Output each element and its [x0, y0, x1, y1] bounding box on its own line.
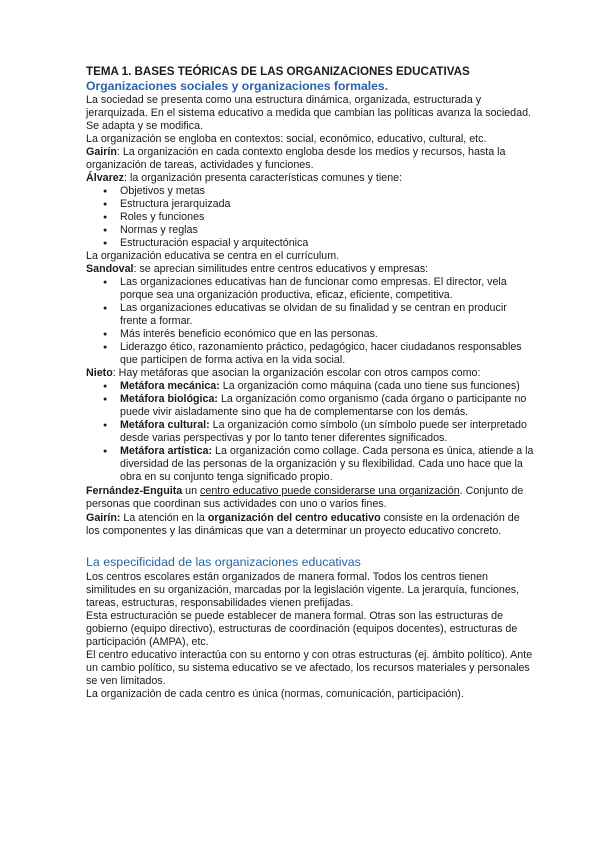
metaphor-text: La organización como collage. Cada persona es única, atiende a la diversidad de las personas de la organización y su flexibilidad. Cada uno hace que la obra en su conjunto tenga significado propio. — [120, 445, 534, 483]
sandoval-list — [86, 276, 536, 367]
list-item: ● Objetivos y metas — [86, 185, 536, 198]
metaphor-item — [86, 393, 536, 419]
section2-heading: La especificidad de las organizaciones educativas — [86, 555, 361, 569]
document-title: TEMA 1. BASES TEÓRICAS DE LAS ORGANIZACIONES EDUCATIVAS — [86, 65, 470, 78]
metaphor-item — [86, 419, 536, 445]
alvarez-paragraph — [86, 172, 536, 185]
section2-paragraph-4: La organización de cada centro es única (normas, comunicación, participación). — [86, 688, 464, 700]
metaphor-list — [86, 380, 536, 484]
gairin-paragraph-1 — [86, 146, 536, 172]
section1-paragraph-1: La sociedad se presenta como una estructura dinámica, organizada, estructurada y jerarquizada. En el sistema educativo a medida que cambian las políticas avanza la sociedad. Se adapta y se modifica. — [86, 94, 531, 132]
list-item: ● Estructura jerarquizada — [86, 198, 536, 211]
fe-rest: . Conjunto de personas que coordinan sus actividades con uno o varios fines. — [86, 485, 524, 510]
sandoval-paragraph — [86, 263, 536, 276]
list-item: ● Roles y funciones — [86, 211, 536, 224]
sandoval-text: : se aprecian similitudes entre centros educativos y empresas: — [133, 263, 429, 275]
author-gairin-2: Gairín: — [86, 512, 121, 524]
gairin-text: : La organización en cada contexto engloba desde los medios y recursos, hasta la organización de tareas, actividades y funciones. — [86, 146, 506, 171]
section1-paragraph-2: La organización se engloba en contextos: social, económico, educativo, cultural, etc. — [86, 133, 487, 145]
metaphor-term: Metáfora artística: — [120, 445, 213, 457]
author-nieto: Nieto — [86, 367, 113, 379]
list-item: ● Liderazgo ético, razonamiento práctico, pedagógico, hacer ciudadanos responsables que participen de forma activa en la vida social. — [86, 341, 536, 367]
list-item: ● Más interés beneficio económico que en las personas. — [86, 328, 536, 341]
document-page — [86, 64, 536, 701]
list-item: ● Las organizaciones educativas se olvidan de su finalidad y se centran en producir frente a formar. — [86, 302, 536, 328]
fe-underlined: centro educativo puede considerarse una organización — [200, 485, 460, 497]
section1-heading: Organizaciones sociales y organizaciones formales. — [86, 79, 389, 93]
metaphor-item — [86, 445, 536, 484]
metaphor-text: La organización como máquina (cada uno tiene sus funciones) — [219, 380, 520, 392]
nieto-text: : Hay metáforas que asocian la organización escolar con otros campos como: — [112, 367, 481, 379]
list-item: ● Normas y reglas — [86, 224, 536, 237]
section2-paragraph-1: Los centros escolares están organizados de manera formal. Todos los centros tienen similitudes en su organización, marcadas por la legislación vigente. La jerarquía, funciones, tareas, estructuras, responsabilidades vienen prefijadas. — [86, 571, 520, 609]
alvarez-text: : la organización presenta características comunes y tiene: — [124, 172, 403, 184]
list-item: ● Estructuración espacial y arquitectónica — [86, 237, 536, 250]
gairin-paragraph-2 — [86, 512, 536, 538]
metaphor-item — [86, 380, 536, 393]
author-sandoval: Sandoval — [86, 263, 134, 275]
fernandez-enguita-paragraph — [86, 485, 536, 511]
section2-paragraph-3: El centro educativo interactúa con su entorno y con otras estructuras (ej. ámbito político). Ante un cambio político, su sistema educativo se ve afectado, los recursos materiales y personales se ven limitados. — [86, 649, 533, 687]
section1-paragraph-3: La organización educativa se centra en el currículum. — [86, 250, 340, 262]
metaphor-term: Metáfora biológica: — [120, 393, 218, 405]
author-gairin: Gairín — [86, 146, 117, 158]
nieto-paragraph — [86, 367, 536, 380]
author-fernandez-enguita: Fernández-Enguita — [86, 485, 183, 497]
metaphor-term: Metáfora mecánica: — [120, 380, 220, 392]
fe-mid: un — [182, 485, 201, 497]
metaphor-text: La organización como organismo (cada órgano o participante no puede vivir aisladamente sino que ha de complementarse con los demás. — [120, 393, 527, 418]
metaphor-term: Metáfora cultural: — [120, 419, 210, 431]
author-alvarez: Álvarez — [86, 172, 125, 184]
gairin2-b: consiste en la ordenación de los componentes y las dinámicas que van a determinar un proyecto educativo concreto. — [86, 512, 520, 537]
section2-paragraph-2: Esta estructuración se puede establecer de manera formal. Otras son las estructuras de gobierno (equipo directivo), estructuras de coordinación (equipos docentes), estructuras de participación (AMPA), etc. — [86, 610, 518, 648]
metaphor-text: La organización como símbolo (un símbolo puede ser interpretado desde varias perspectivas y por lo tanto tener diferentes significados. — [120, 419, 527, 444]
gairin2-bold: organización del centro educativo — [207, 512, 381, 524]
gairin2-a: La atención en la — [120, 512, 208, 524]
alvarez-list — [86, 185, 536, 250]
list-item: ● Las organizaciones educativas han de funcionar como empresas. El director, vela porque sea una organización productiva, eficaz, eficiente, competitiva. — [86, 276, 536, 302]
